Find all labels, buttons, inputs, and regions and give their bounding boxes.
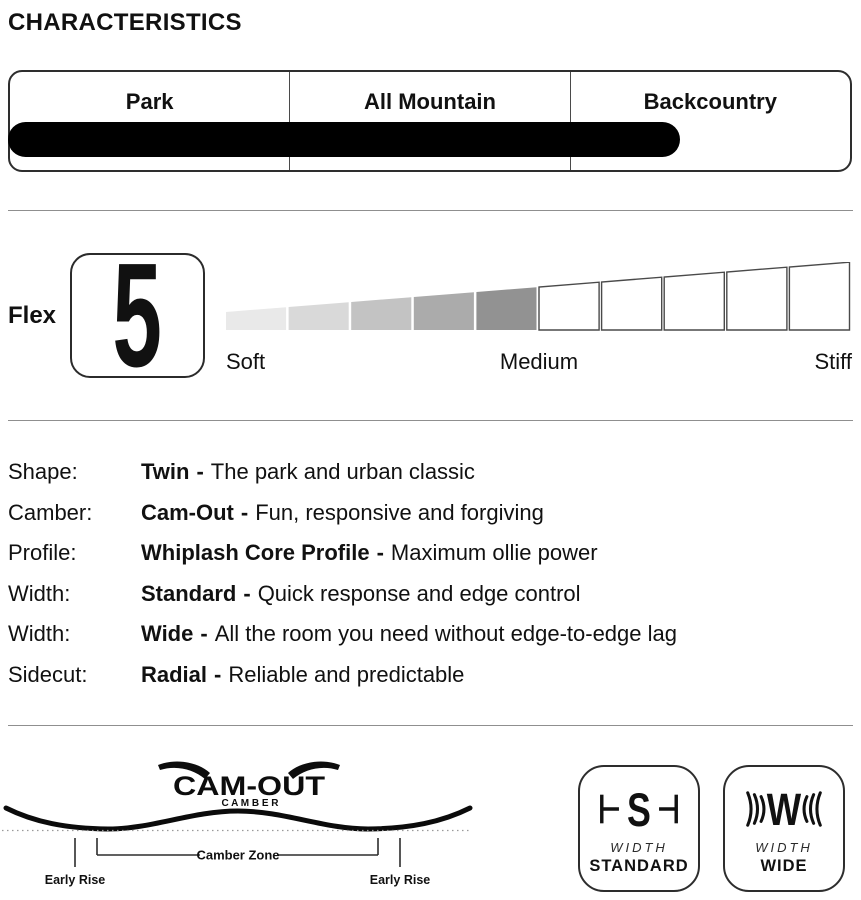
spec-row-sidecut [8,655,677,696]
spec-description: The park and urban classic [210,459,475,485]
badge-width-label: WIDTH [755,840,813,855]
flex-scale-stiff: Stiff [814,349,852,374]
terrain-label-backcountry: Backcountry [643,89,777,114]
spec-value: Whiplash Core Profile [141,540,370,566]
section-divider-1 [8,210,853,211]
camber-zone-label: Camber Zone [196,847,280,863]
flex-scale-soft: Soft [226,349,266,374]
flex-label: Flex [8,302,57,329]
standard-icon-letter: S [627,788,651,830]
flex-meter-segment-4 [414,292,474,330]
spec-value: Twin [141,459,190,485]
board-profile-curve [6,808,470,829]
flex-meter [226,262,852,331]
badge-standard-label: STANDARD [589,857,689,875]
spec-value: Standard [141,580,237,606]
spec-row-camber [8,493,677,534]
spec-value: Cam-Out [141,499,234,525]
camber-logo-title: CAM-OUT [173,771,326,801]
spec-separator: - [200,621,208,647]
spec-label: Shape: [8,459,78,485]
spec-list [8,452,677,695]
spec-value: Radial [141,661,208,687]
flex-meter-segment-6 [539,282,599,330]
spec-label: Camber: [8,499,93,525]
spec-label: Width: [8,580,71,606]
page-title: CHARACTERISTICS [8,9,242,36]
flex-meter-segment-2 [289,302,349,330]
spec-description: All the room you need without edge-to-edge lag [214,621,677,647]
flex-meter-segment-9 [727,267,787,330]
spec-separator: - [196,459,204,485]
badge-width-label: WIDTH [610,840,668,855]
flex-meter-segment-7 [602,277,662,330]
flex-rating-value: 5 [112,232,163,398]
flex-meter-segment-8 [664,272,724,330]
badge-wide-label: WIDE [760,857,808,875]
spec-separator: - [214,661,222,687]
flex-meter-segment-1 [226,307,286,330]
spec-row-width-wide [8,614,677,655]
early-rise-left-label: Early Rise [44,873,106,887]
early-rise-right-label: Early Rise [369,873,431,887]
flex-meter-segment-10 [789,262,849,330]
flex-rating-box [70,232,205,398]
width-wide-badge [723,765,845,892]
terrain-label-all-mountain: All Mountain [364,89,496,114]
spec-row-shape [8,452,677,493]
terrain-label-park: Park [125,89,174,114]
camber-logo-subtitle: C A M B E R [221,798,279,809]
flex-meter-segment-5 [476,287,536,330]
standard-width-icon [590,788,688,830]
section-divider-3 [8,725,853,726]
spec-description: Reliable and predictable [228,661,465,687]
terrain-bar [8,70,852,172]
wide-icon-letter: W [766,788,802,830]
spec-row-profile [8,533,677,574]
width-standard-badge [578,765,700,892]
spec-separator: - [376,540,384,566]
spec-value: Wide [141,621,194,647]
spec-label: Sidecut: [8,661,88,687]
spec-description: Quick response and edge control [257,580,581,606]
wide-width-icon [735,788,833,830]
camber-profile-diagram [0,745,520,900]
spec-description: Maximum ollie power [390,540,598,566]
spec-separator: - [240,499,249,525]
spec-separator: - [243,580,251,606]
flex-scale-medium: Medium [499,349,579,374]
spec-label: Profile: [8,540,77,566]
spec-description: Fun, responsive and forgiving [255,499,544,525]
flex-meter-segment-3 [351,297,411,330]
spec-row-width-standard [8,574,677,615]
spec-label: Width: [8,621,71,647]
section-divider-2 [8,420,853,421]
terrain-fill-bar [8,122,680,157]
